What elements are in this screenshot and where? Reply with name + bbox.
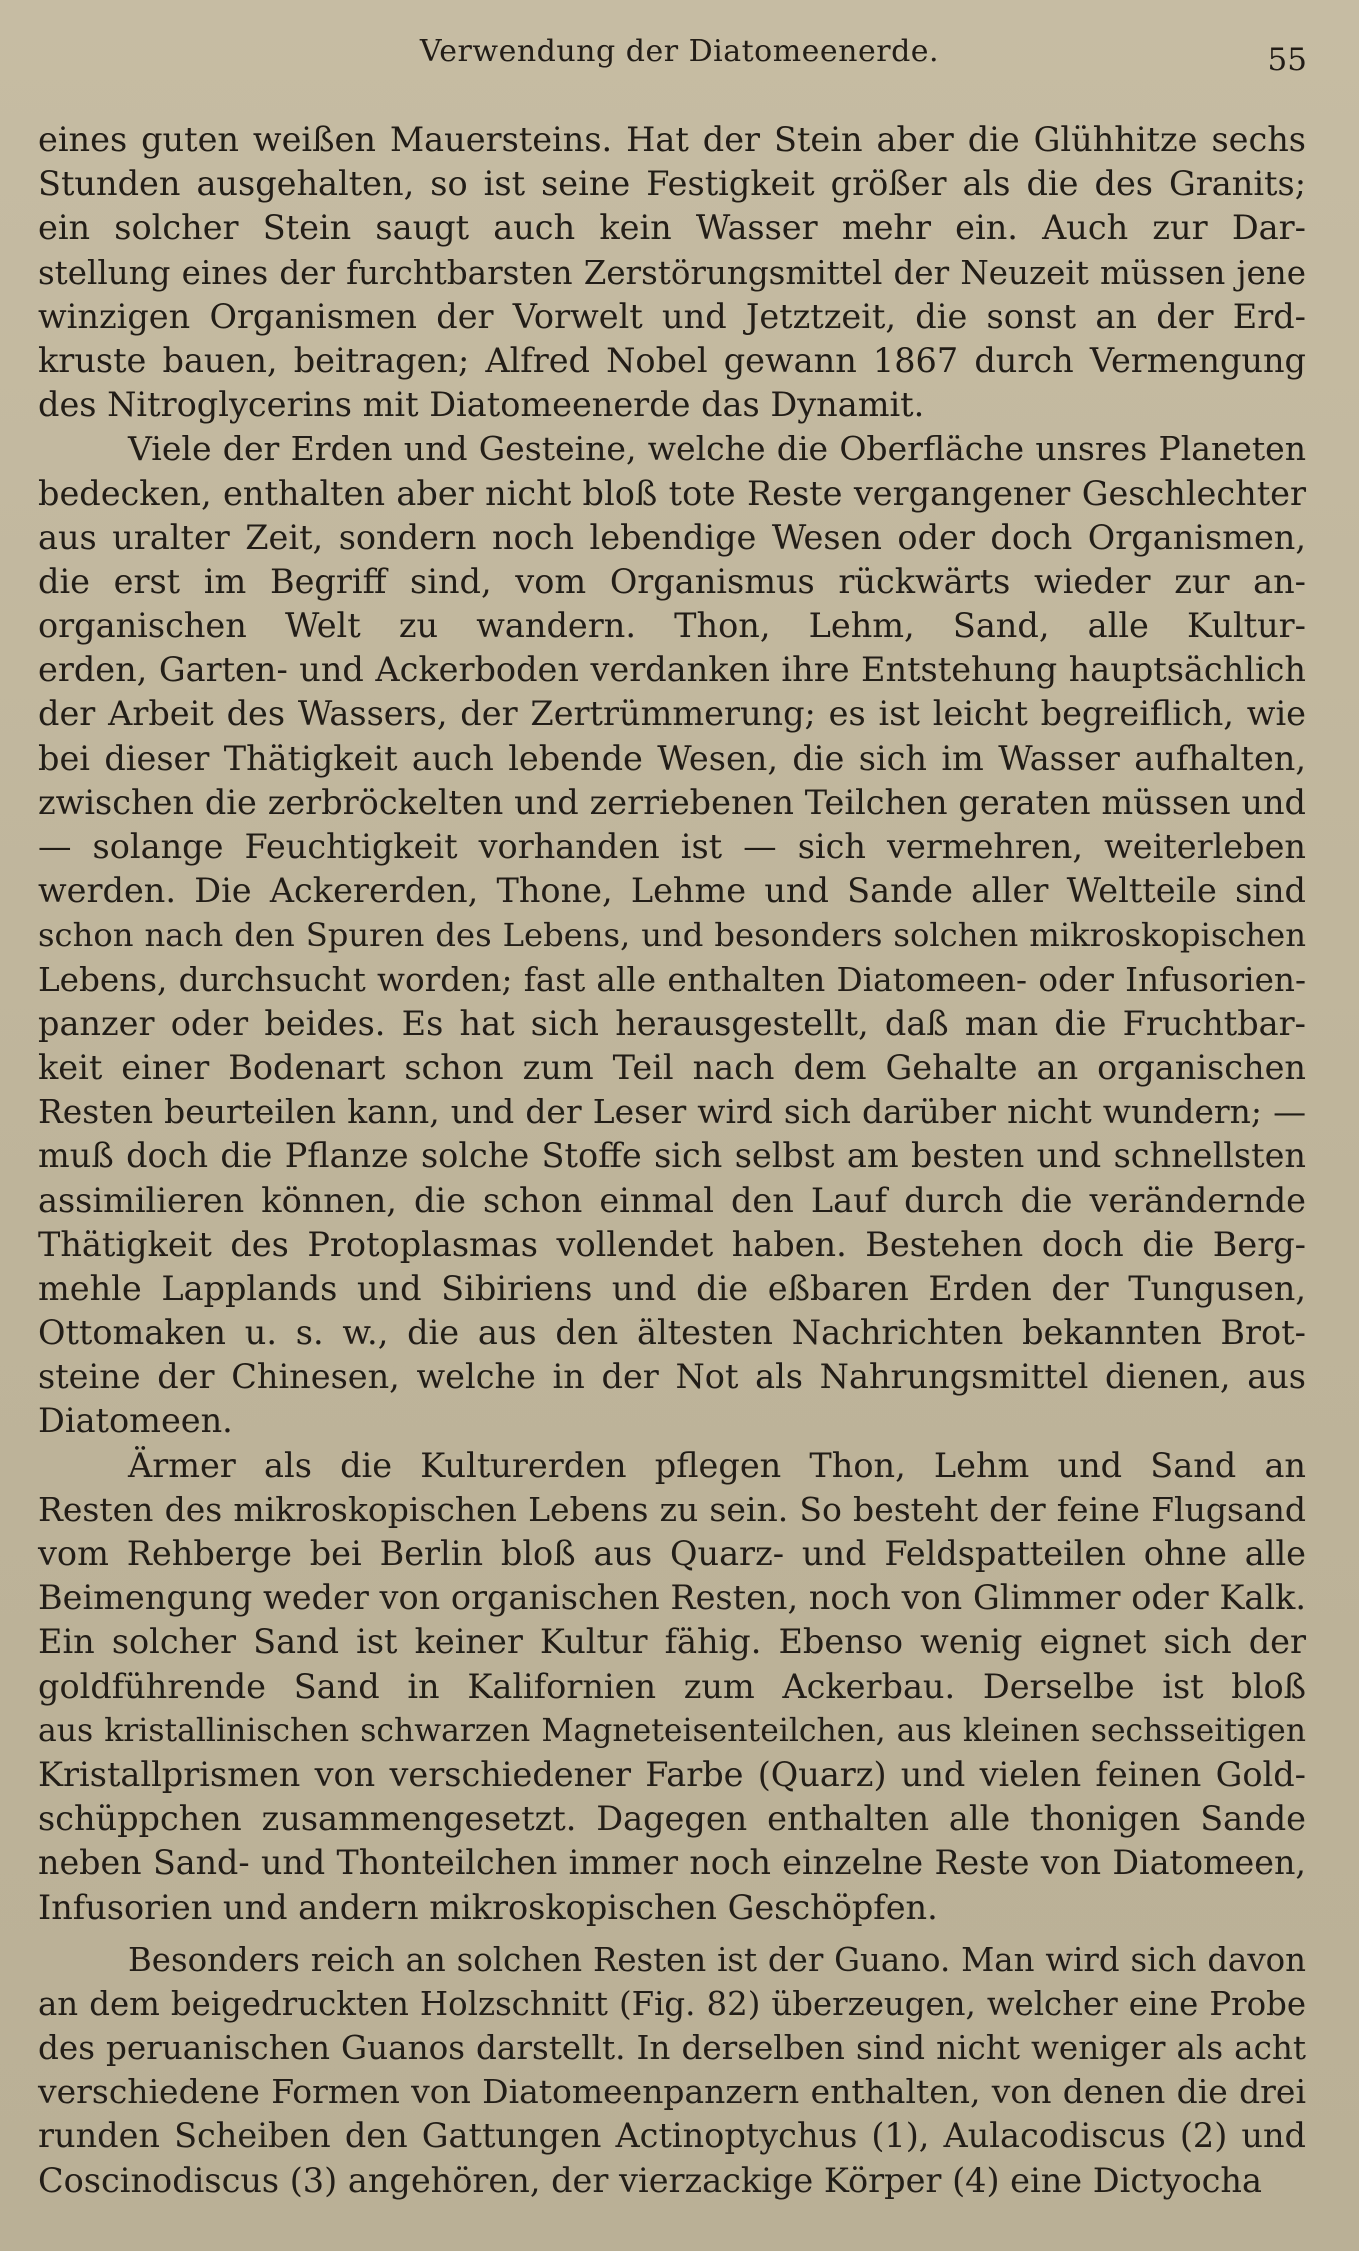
body-text — [38, 118, 1306, 2203]
text-line: bedecken, enthalten aber nicht bloß tote Reste vergangener Geschlechter — [38, 473, 1306, 513]
text-line: runden Scheiben den Gattungen Actinoptychus (1), Aulacodiscus (2) und — [38, 2116, 1306, 2156]
paragraph — [38, 1938, 1306, 2203]
text-line: aus kristallinischen schwarzen Magneteisenteilchen, aus kleinen sechsseitigen — [38, 1712, 1306, 1749]
text-line: neben Sand- und Thonteilchen immer noch einzelne Reste von Diatomeen, — [38, 1843, 1306, 1883]
text-line: schon nach den Spuren des Lebens, und besonders solchen mikroskopischen — [38, 916, 1306, 955]
text-line: Beimengung weder von organischen Resten, noch von Glimmer oder Kalk. — [38, 1578, 1306, 1618]
text-line: schüppchen zusammengesetzt. Dagegen enthalten alle thonigen Sande — [38, 1799, 1306, 1839]
text-line: an dem beigedruckten Holzschnitt (Fig. 82) überzeugen, welcher eine Probe — [38, 1984, 1306, 2023]
text-line: panzer oder beides. Es hat sich herausgestellt, daß man die Fruchtbar- — [38, 1003, 1306, 1043]
text-line: assimilieren können, die schon einmal den Lauf durch die verändernde — [38, 1180, 1306, 1220]
text-line: Ärmer als die Kulturerden pflegen Thon, Lehm und Sand an — [128, 1445, 1306, 1485]
text-line: stellung eines der furchtbarsten Zerstörungsmittel der Neuzeit müssen jene — [38, 253, 1306, 292]
page-number: 55 — [1267, 42, 1307, 78]
text-line: Viele der Erden und Gesteine, welche die Oberfläche unsres Planeten — [128, 429, 1306, 469]
text-line: Diatomeen. — [38, 1401, 233, 1441]
text-line: Besonders reich an solchen Resten ist der Guano. Man wird sich davon — [128, 1940, 1306, 1979]
text-line: werden. Die Ackererden, Thone, Lehme und Sande aller Weltteile sind — [38, 871, 1306, 911]
text-line: des peruanischen Guanos darstellt. In derselben sind nicht weniger als acht — [38, 2029, 1306, 2068]
text-line: muß doch die Pflanze solche Stoffe sich selbst am besten und schnellsten — [38, 1136, 1306, 1176]
text-line: der Arbeit des Wassers, der Zertrümmerung; es ist leicht begreiflich, wie — [38, 694, 1306, 734]
text-line: eines guten weißen Mauersteins. Hat der Stein aber die Glühhitze sechs — [38, 120, 1306, 159]
text-line: kruste bauen, beitragen; Alfred Nobel gewann 1867 durch Vermengung — [38, 340, 1306, 380]
text-line: winzigen Organismen der Vorwelt und Jetztzeit, die sonst an der Erd- — [38, 296, 1306, 336]
text-line: keit einer Bodenart schon zum Teil nach dem Gehalte an organischen — [38, 1047, 1306, 1087]
text-line: Ein solcher Sand ist keiner Kultur fähig. Ebenso wenig eignet sich der — [38, 1622, 1306, 1662]
text-line: Thätigkeit des Protoplasmas vollendet haben. Bestehen doch die Berg- — [38, 1224, 1306, 1264]
paragraph — [38, 1444, 1306, 1930]
running-head-title: Verwendung der Diatomeenerde. — [419, 34, 940, 69]
paragraph — [38, 118, 1306, 427]
text-line: erden, Garten- und Ackerboden verdanken ihre Entstehung hauptsächlich — [38, 650, 1306, 690]
text-line: ein solcher Stein saugt auch kein Wasser mehr ein. Auch zur Dar- — [38, 208, 1306, 248]
text-line: Lebens, durchsucht worden; fast alle enthalten Diatomeen- oder Infusorien- — [38, 960, 1306, 999]
text-line: vom Rehberge bei Berlin bloß aus Quarz- und Feldspatteilen ohne alle — [38, 1534, 1306, 1573]
text-line: Stunden ausgehalten, so ist seine Festigkeit größer als die des Granits; — [38, 164, 1306, 204]
paragraph-gap — [38, 1930, 1306, 1938]
text-line: Kristallprismen von verschiedener Farbe (Quarz) und vielen feinen Gold- — [38, 1754, 1306, 1794]
text-line: Resten beurteilen kann, und der Leser wird sich darüber nicht wundern; — — [38, 1092, 1306, 1132]
text-line: mehle Lapplands und Sibiriens und die eßbaren Erden der Tungusen, — [38, 1268, 1306, 1308]
text-line: zwischen die zerbröckelten und zerriebenen Teilchen geraten müssen und — [38, 782, 1306, 822]
text-line: aus uralter Zeit, sondern noch lebendige Wesen oder doch Organismen, — [38, 517, 1306, 557]
text-line: goldführende Sand in Kalifornien zum Ackerbau. Derselbe ist bloß — [38, 1666, 1306, 1706]
text-line: Infusorien und andern mikroskopischen Geschöpfen. — [38, 1887, 938, 1927]
text-line: Ottomaken u. s. w., die aus den ältesten Nachrichten bekannten Brot- — [38, 1313, 1306, 1353]
running-head — [0, 34, 1359, 94]
paragraph — [38, 427, 1306, 1443]
text-line: Resten des mikroskopischen Lebens zu sein. So besteht der feine Flugsand — [38, 1489, 1306, 1529]
text-line: organischen Welt zu wandern. Thon, Lehm, Sand, alle Kultur- — [38, 606, 1306, 646]
text-line: verschiedene Formen von Diatomeenpanzern enthalten, von denen die drei — [38, 2072, 1306, 2112]
text-line: bei dieser Thätigkeit auch lebende Wesen, die sich im Wasser aufhalten, — [38, 738, 1306, 778]
text-line: des Nitroglycerins mit Diatomeenerde das Dynamit. — [38, 385, 925, 425]
text-line: Coscinodiscus (3) angehören, der vierzackige Körper (4) eine Dictyocha — [38, 2160, 1262, 2200]
text-line: die erst im Begriff sind, vom Organismus rückwärts wieder zur an- — [38, 561, 1306, 601]
text-line: steine der Chinesen, welche in der Not als Nahrungsmittel dienen, aus — [38, 1357, 1306, 1397]
text-line: — solange Feuchtigkeit vorhanden ist — sich vermehren, weiterleben — [38, 827, 1306, 866]
